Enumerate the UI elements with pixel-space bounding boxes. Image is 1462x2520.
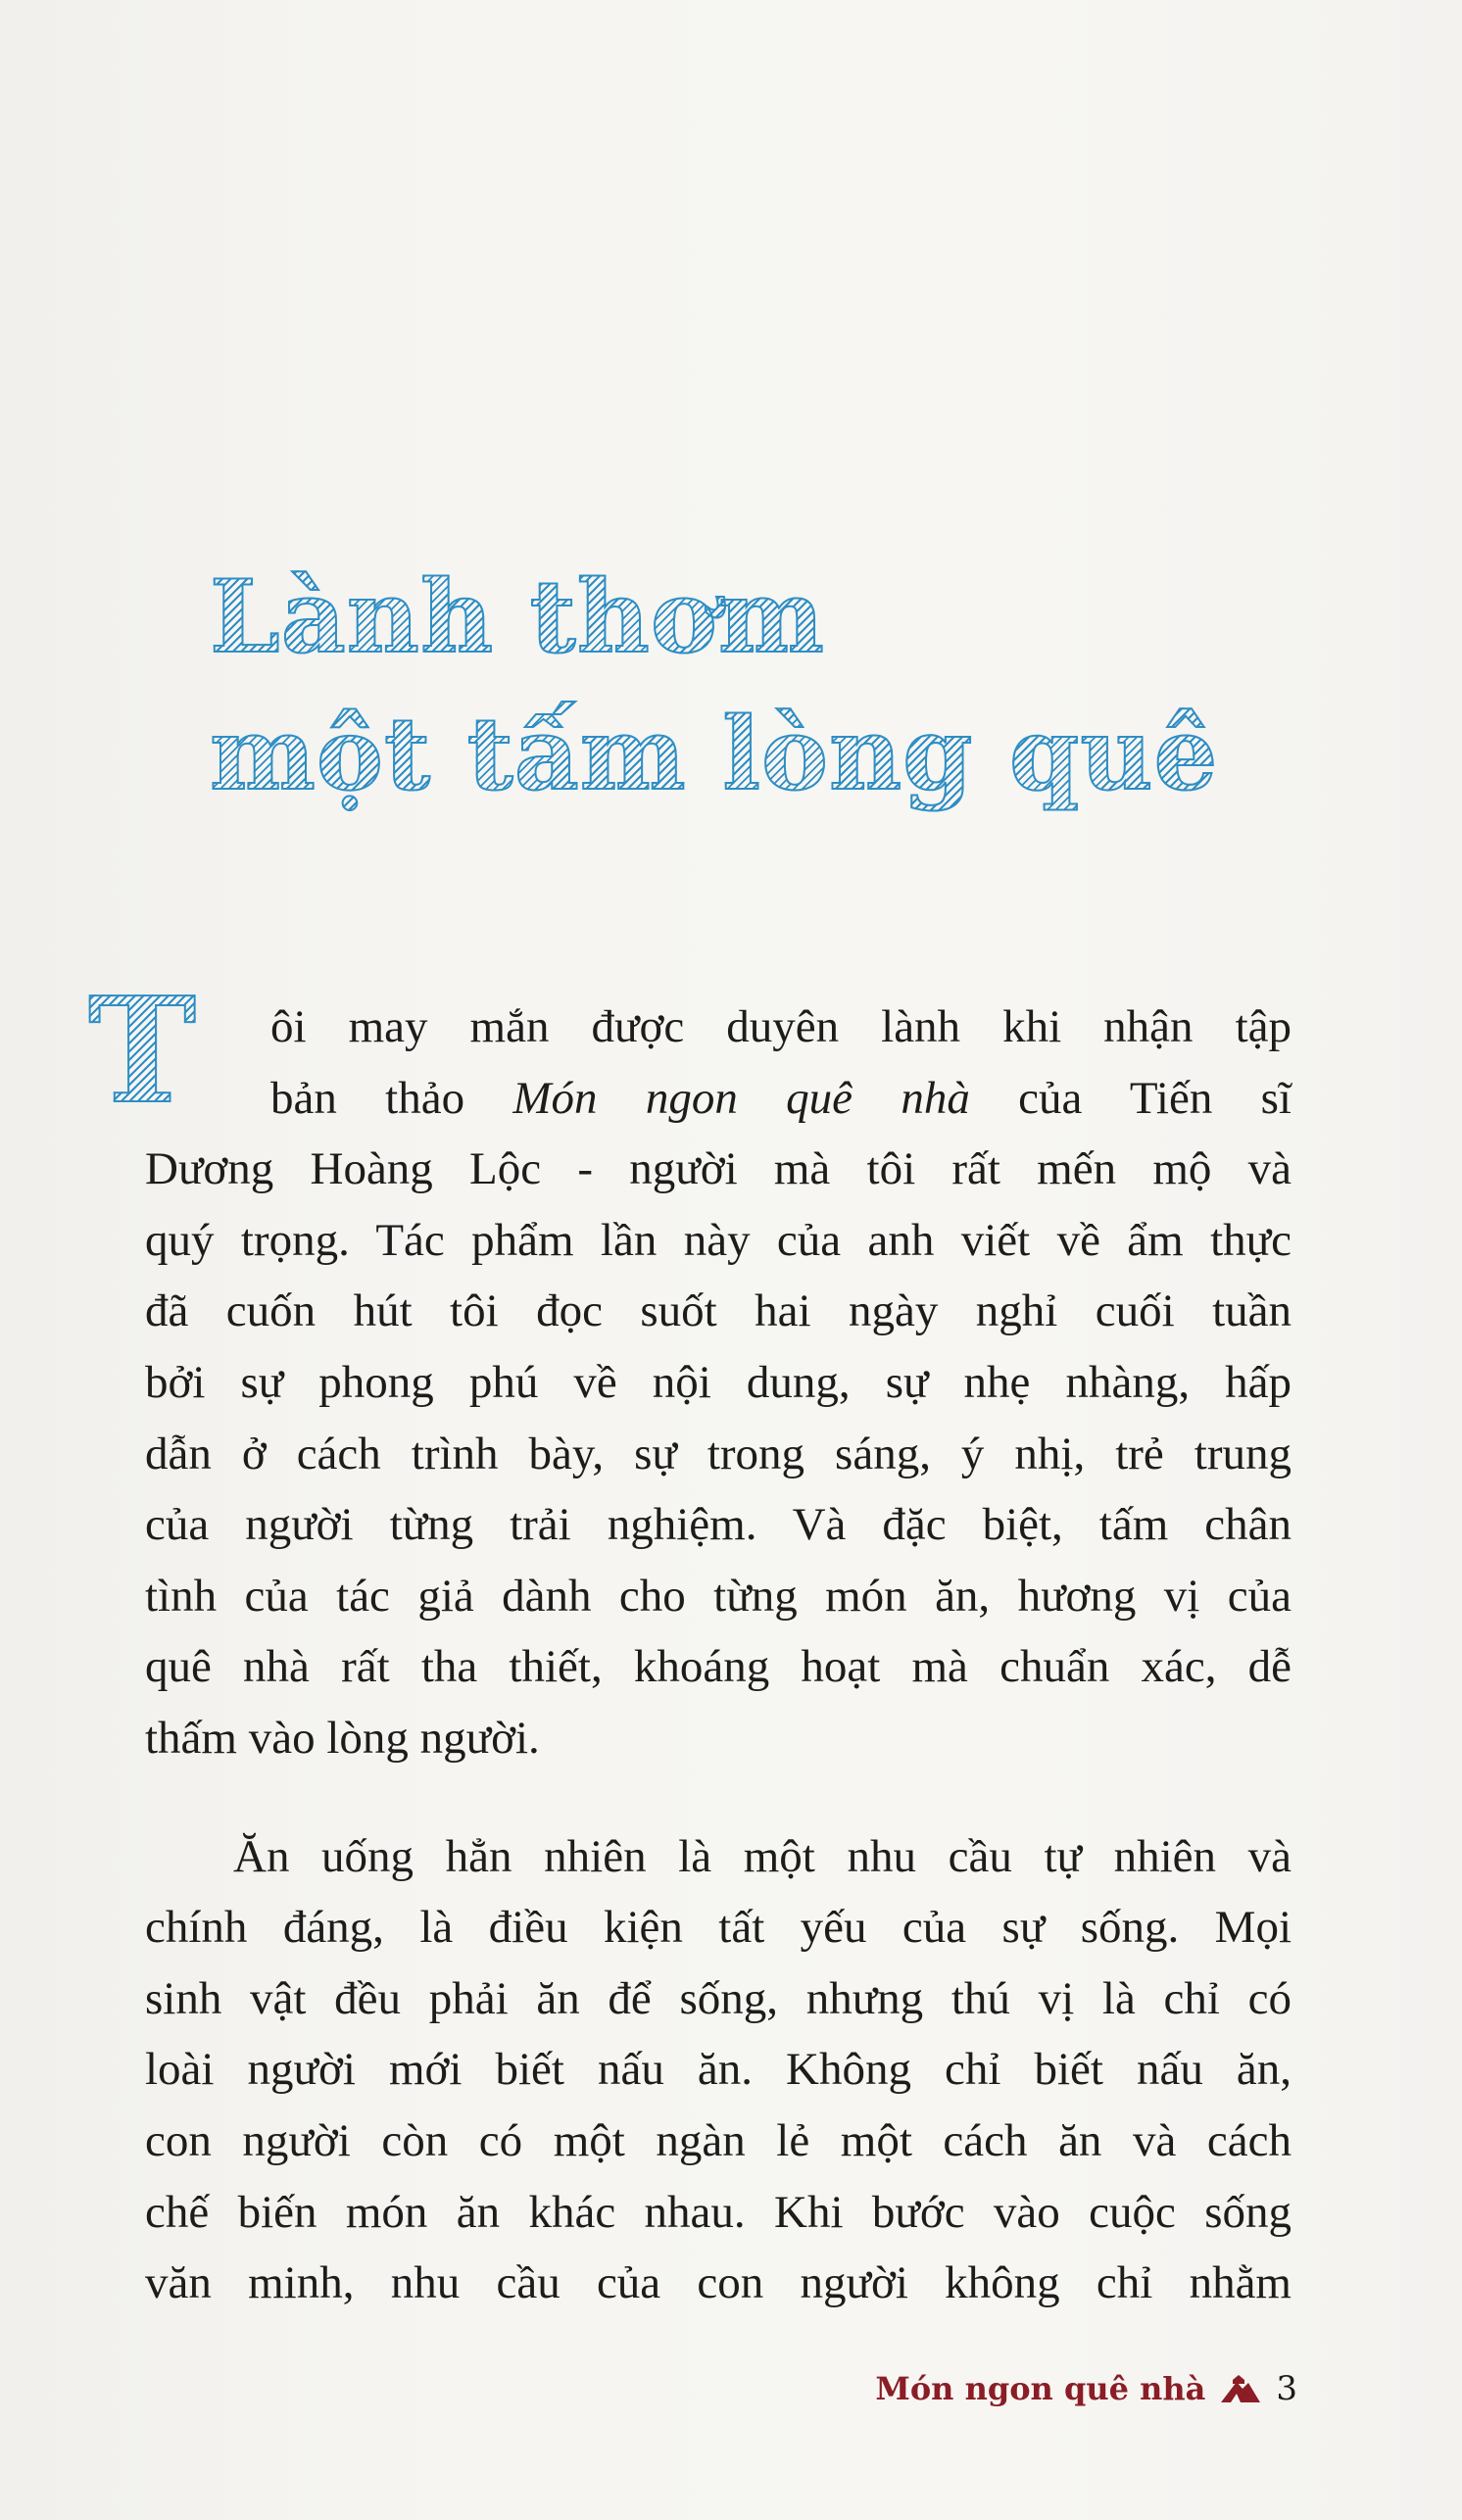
chapter-title-line-1: Lành thơm (210, 558, 825, 676)
text-line: văn minh, nhu cầu của con người không chỉ nhằm (145, 2257, 1291, 2309)
running-book-title: Món ngon quê nhà (875, 2370, 1206, 2407)
text-line: Ăn uống hẳn nhiên là một nhu cầu tự nhiên và (233, 1830, 1291, 1882)
paragraph-2 (145, 1821, 1291, 2319)
drop-cap: T (88, 965, 197, 1136)
text-line: bởi sự phong phú về nội dung, sự nhẹ nhàng, hấp (145, 1356, 1291, 1408)
page-footer (875, 2369, 1297, 2408)
page-number: 3 (1276, 2369, 1297, 2408)
text-line: tình của tác giả dành cho từng món ăn, hương vị của (145, 1570, 1291, 1622)
text-line: quê nhà rất tha thiết, khoáng hoạt mà chuẩn xác, dễ (145, 1641, 1291, 1693)
text-line: sinh vật đều phải ăn để sống, nhưng thú vị là chỉ có (145, 1972, 1291, 2024)
mountain-house-icon (1219, 2374, 1262, 2403)
text-line: đã cuốn hút tôi đọc suốt hai ngày nghỉ cuối tuần (145, 1285, 1291, 1337)
chapter-title (210, 549, 1288, 823)
text-line: con người còn có một ngàn lẻ một cách ăn và cách (145, 2114, 1291, 2166)
text-line: dẫn ở cách trình bày, sự trong sáng, ý nhị, trẻ trung (145, 1428, 1291, 1479)
text-line: chính đáng, là điều kiện tất yếu của sự sống. Mọi (145, 1902, 1291, 1954)
text-line: thấm vào lòng người. (145, 1712, 540, 1764)
text-line: của người từng trải nghiệm. Và đặc biệt, tấm chân (145, 1499, 1291, 1551)
body-text (145, 992, 1291, 2319)
text-span: của Tiến sĩ (969, 1072, 1291, 1124)
text-line: Dương Hoàng Lộc - người mà tôi rất mến mộ và (145, 1143, 1291, 1195)
text-line (145, 1063, 1291, 1135)
text-line: ôi may mắn được duyên lành khi nhận tập (270, 1001, 1291, 1052)
text-line: loài người mới biết nấu ăn. Không chỉ biết nấu ăn, (145, 2044, 1291, 2096)
chapter-title-line-2: một tấm lòng quê (210, 696, 1219, 813)
text-span: bản thảo (270, 1072, 513, 1124)
text-line: chế biến món ăn khác nhau. Khi bước vào cuộc sống (145, 2186, 1291, 2238)
book-title-italic: Món ngon quê nhà (512, 1072, 970, 1124)
paragraph-1 (145, 992, 1291, 1774)
paragraph-gap (145, 1774, 1291, 1821)
text-line: quý trọng. Tác phẩm lần này của anh viết về ẩm thực (145, 1214, 1291, 1266)
